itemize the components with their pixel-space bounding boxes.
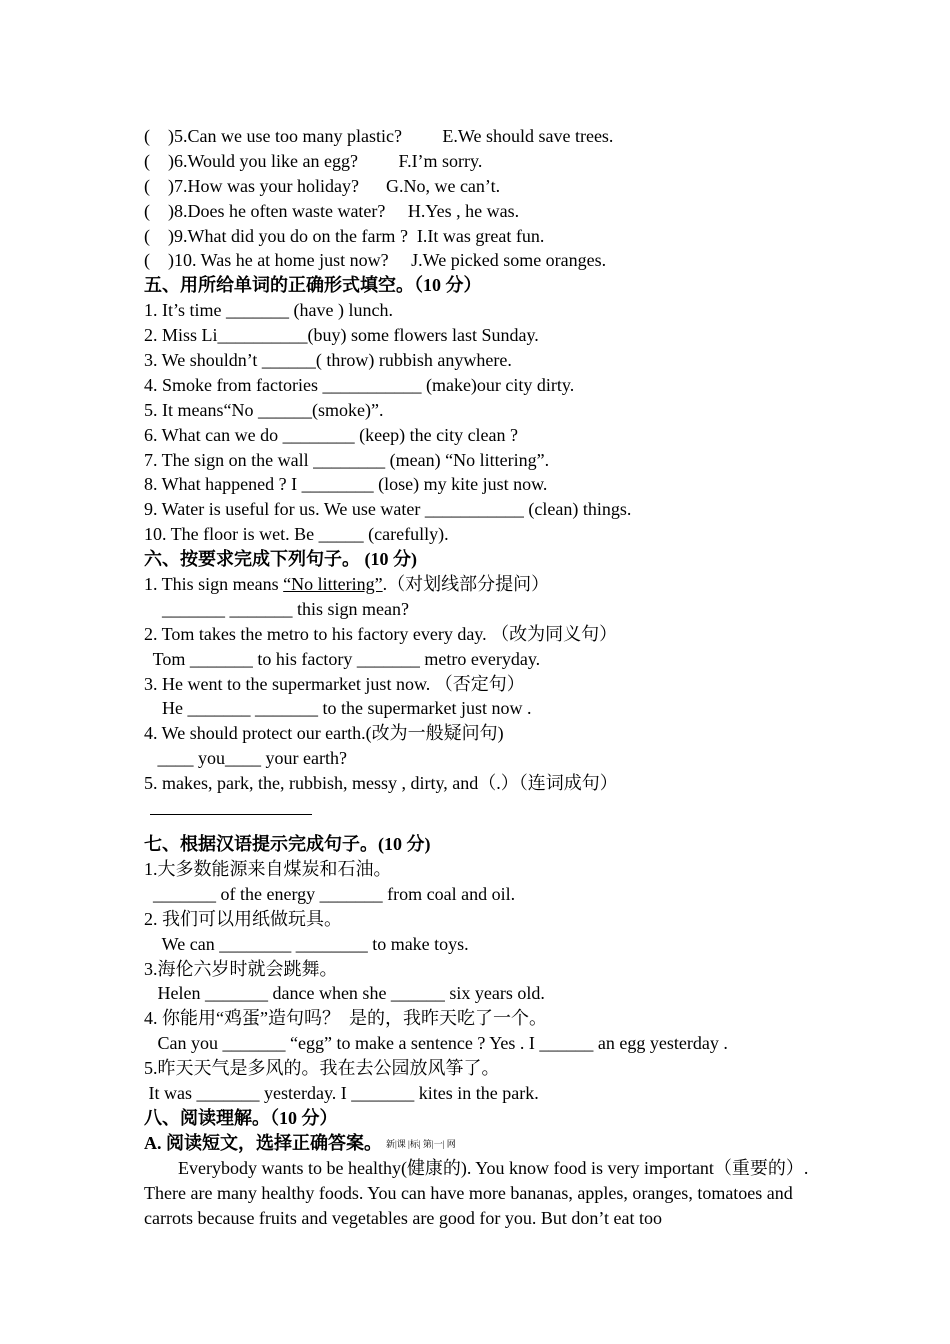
rewrite-question: 3. He went to the supermarket just now. （否定句） bbox=[144, 673, 525, 694]
underlined-phrase: “No littering” bbox=[283, 574, 383, 595]
question-text: 1. This sign means bbox=[144, 574, 284, 595]
rewrite-question: 5. makes, park, the, rubbish, messy , dirty, and（.）（连词成句） bbox=[144, 773, 618, 794]
fill-item: 7. The sign on the wall ________ (mean) “No littering”. bbox=[144, 449, 550, 470]
translate-item: 1.大多数能源来自煤炭和石油。 bbox=[144, 858, 392, 879]
answer-line: _______ _______ this sign mean? bbox=[144, 598, 409, 619]
answer-line: ____ you____ your earth? bbox=[144, 748, 347, 769]
fill-item: 4. Smoke from factories ___________ (make)our city dirty. bbox=[144, 374, 575, 395]
rewrite-question: 4. We should protect our earth.(改为一般疑问句) bbox=[144, 723, 504, 744]
worksheet-page bbox=[144, 124, 824, 1231]
match-line: ( )6.Would you like an egg? F.I’m sorry. bbox=[144, 150, 483, 171]
answer-line: He _______ _______ to the supermarket just now . bbox=[144, 698, 532, 719]
translate-item: It was _______ yesterday. I _______ kites in the park. bbox=[144, 1082, 539, 1103]
section-seven-title: 七、根据汉语提示完成句子。(10 分) bbox=[144, 834, 431, 855]
match-line: ( )9.What did you do on the farm ? I.It was great fun. bbox=[144, 225, 545, 246]
section-five-title: 五、用所给单词的正确形式填空。（10 分） bbox=[144, 275, 482, 296]
section-five bbox=[144, 273, 824, 547]
fill-item: 1. It’s time _______ (have ) lunch. bbox=[144, 300, 393, 321]
match-line: ( )7.How was your holiday? G.No, we can’t. bbox=[144, 175, 501, 196]
watermark-text: 新|课 |标| 第|一| 网 bbox=[386, 1139, 456, 1150]
fill-item: 9. Water is useful for us. We use water ___________ (clean) things. bbox=[144, 499, 632, 520]
fill-item: 10. The floor is wet. Be _____ (carefully). bbox=[144, 524, 449, 545]
fill-item: 3. We shouldn’t ______( throw) rubbish anywhere. bbox=[144, 350, 512, 371]
reading-subtitle-row bbox=[144, 1131, 824, 1156]
matching-section bbox=[144, 124, 824, 273]
section-eight bbox=[144, 1106, 824, 1231]
translate-item: 3.海伦六岁时就会跳舞。 bbox=[144, 958, 338, 979]
translate-item: Helen _______ dance when she ______ six years old. bbox=[144, 983, 545, 1004]
match-line: ( )10. Was he at home just now? J.We picked some oranges. bbox=[144, 250, 607, 271]
translate-item: Can you _______ “egg” to make a sentence ? Yes . I ______ an egg yesterday . bbox=[144, 1033, 728, 1054]
fill-item: 5. It means“No ______(smoke)”. bbox=[144, 399, 384, 420]
answer-line: Tom _______ to his factory _______ metro everyday. bbox=[144, 648, 541, 669]
translate-item: 4. 你能用“鸡蛋”造句吗？ 是的，我昨天吃了一个。 bbox=[144, 1008, 547, 1029]
reading-subtitle: A. 阅读短文，选择正确答案。 bbox=[144, 1132, 382, 1153]
section-six-title: 六、按要求完成下列句子。 (10 分) bbox=[144, 549, 417, 570]
fill-item: 8. What happened ? I ________ (lose) my kite just now. bbox=[144, 474, 548, 495]
match-line: ( )5.Can we use too many plastic? E.We should save trees. bbox=[144, 126, 614, 146]
fill-item: 2. Miss Li__________(buy) some flowers last Sunday. bbox=[144, 325, 539, 346]
rewrite-question bbox=[144, 572, 824, 597]
translate-item: _______ of the energy _______ from coal and oil. bbox=[144, 883, 516, 904]
translate-item: 2. 我们可以用纸做玩具。 bbox=[144, 908, 342, 929]
answer-blank-line bbox=[144, 796, 824, 832]
section-six bbox=[144, 547, 824, 832]
question-instruction: .（对划线部分提问） bbox=[382, 574, 550, 595]
translate-item: We can ________ ________ to make toys. bbox=[144, 933, 469, 954]
match-line: ( )8.Does he often waste water? H.Yes , he was. bbox=[144, 200, 520, 221]
section-eight-title: 八、阅读理解。（10 分） bbox=[144, 1107, 338, 1128]
fill-item: 6. What can we do ________ (keep) the city clean ? bbox=[144, 424, 519, 445]
blank-underline bbox=[150, 796, 312, 815]
reading-passage: Everybody wants to be healthy(健康的). You know food is very important（重要的）. There are many healthy foods. You can have more bananas, apples, oranges, tomatoes and carrots because fruits and vegetables are good for you. But don’t eat too bbox=[144, 1157, 809, 1228]
translate-item: 5.昨天天气是多风的。我在去公园放风筝了。 bbox=[144, 1058, 500, 1079]
section-seven bbox=[144, 832, 824, 1106]
rewrite-question: 2. Tom takes the metro to his factory every day. （改为同义句） bbox=[144, 623, 618, 644]
